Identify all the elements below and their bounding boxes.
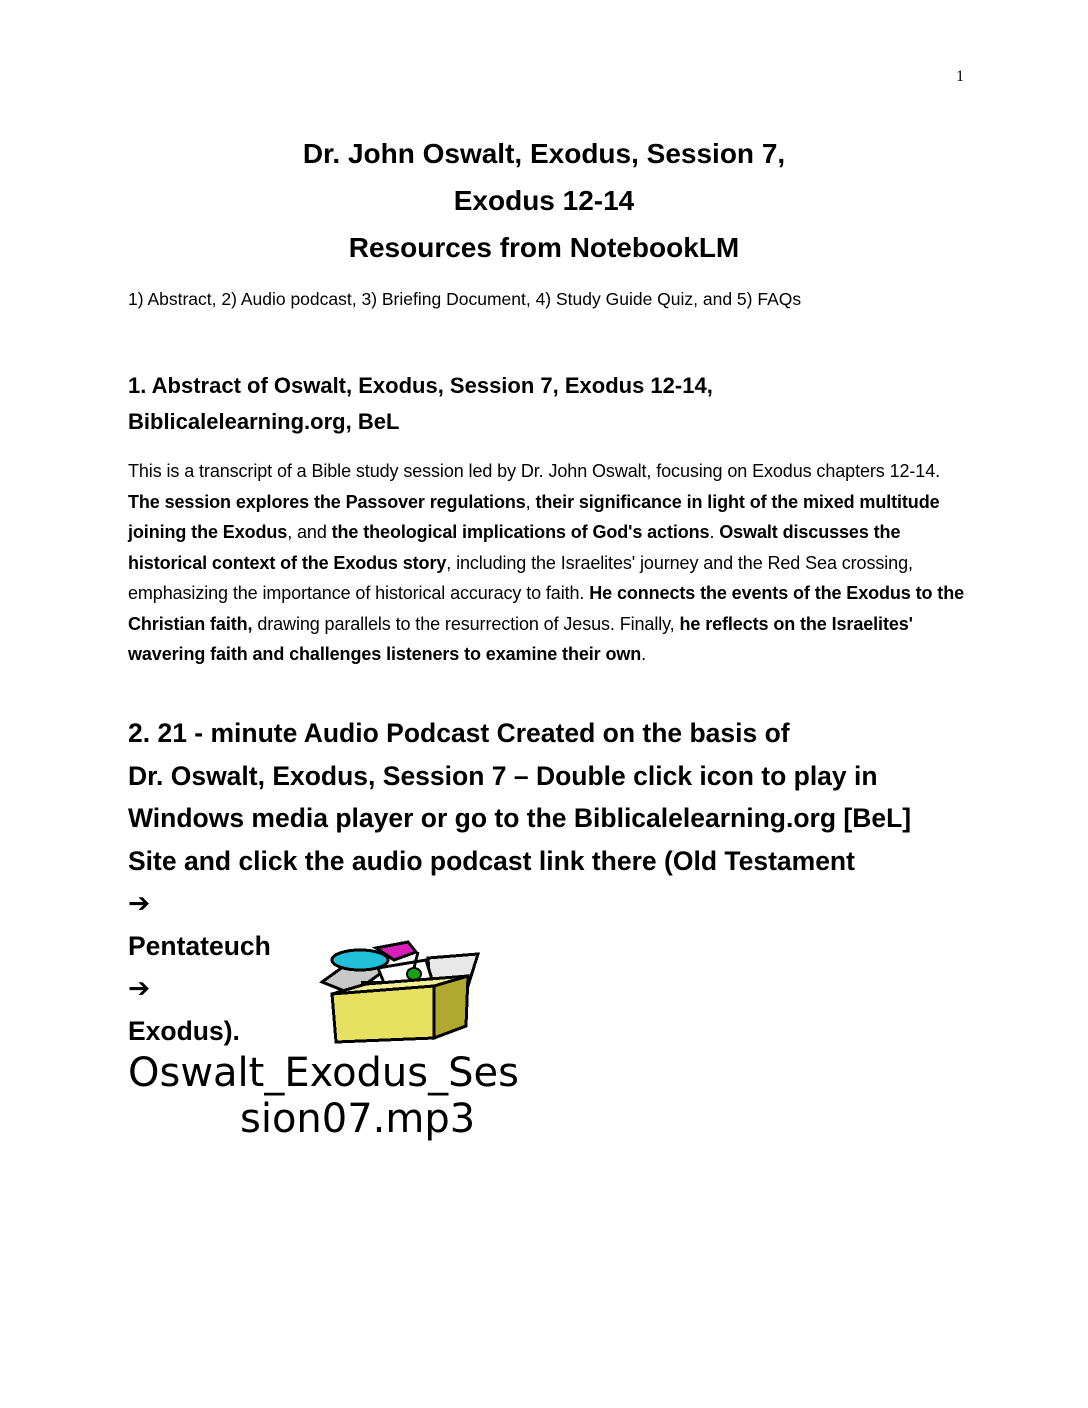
abstract-text-2: , (525, 491, 536, 512)
podcast-heading-line-3: Windows media player or go to the Biblicalelearning.org [BeL] (128, 803, 912, 833)
abstract-bold-1: The session explores the Passover regulations (128, 491, 526, 512)
abstract-bold-4: Oswalt discusses the historical context of the Exodus story (128, 522, 901, 573)
abstract-text-7: . (641, 644, 647, 664)
abstract-text-5: , including the Israelites' journey and the Red Sea crossing, emphasizing the importance of historical accuracy to faith. (128, 552, 913, 603)
abstract-text-6: drawing parallels to the resurrection of Jesus. Finally, (252, 613, 680, 634)
abstract-paragraph (128, 456, 964, 670)
title-line-2: Exodus 12-14 (453, 185, 635, 216)
filename-line-2: sion07.mp3 (240, 1096, 476, 1142)
abstract-heading (128, 368, 958, 440)
contents-line: 1) Abstract, 2) Audio podcast, 3) Briefing Document, 4) Study Guide Quiz, and 5) FAQs (128, 289, 802, 309)
abstract-bold-3: the theological implications of God's actions (331, 522, 710, 542)
podcast-heading-line-5-text-a: Pentateuch (128, 930, 271, 961)
podcast-heading-line-1: 2. 21 - minute Audio Podcast Created on the basis of (128, 718, 790, 748)
attachment-filename[interactable] (128, 1050, 688, 1142)
abstract-bold-5: He connects the events of the Exodus to the Christian faith, (128, 583, 964, 634)
title-line-3: Resources from NotebookLM (348, 232, 740, 263)
abstract-text-3: , and (287, 522, 332, 542)
page-number: 1 (956, 68, 964, 85)
filename-line-1: Oswalt_Exodus_Ses (128, 1050, 519, 1096)
abstract-bold-2: their significance in light of the mixed multitude joining the Exodus (128, 491, 940, 542)
abstract-heading-line-1: 1. Abstract of Oswalt, Exodus, Session 7, Exodus 12-14, (128, 373, 713, 398)
podcast-heading-line-5-text-b: Exodus). (128, 1015, 240, 1046)
podcast-heading-line-4-text: Site and click the audio podcast link there (Old Testament (128, 845, 855, 876)
podcast-heading-line-5 (128, 925, 968, 1053)
abstract-text-4: . (709, 522, 720, 542)
podcast-heading-line-4 (128, 840, 968, 925)
podcast-heading-line-2: Dr. Oswalt, Exodus, Session 7 – Double click icon to play in (128, 760, 878, 791)
podcast-heading (128, 712, 968, 1052)
document-title (0, 130, 1088, 271)
abstract-heading-line-2: Biblicalelearning.org, BeL (128, 409, 400, 434)
package-icon-graphic (318, 938, 484, 1046)
title-line-1: Dr. John Oswalt, Exodus, Session 7, (302, 138, 786, 169)
right-arrow-icon: ➔ (128, 973, 151, 1003)
abstract-bold-6: he reflects on the Israelites' wavering faith and challenges listeners to examine their own (128, 613, 913, 664)
abstract-text-1: This is a transcript of a Bible study session led by Dr. John Oswalt, focusing on Exodus chapters 12-14. (128, 461, 941, 481)
right-arrow-icon: ➔ (128, 888, 151, 918)
package-icon[interactable] (318, 938, 484, 1046)
